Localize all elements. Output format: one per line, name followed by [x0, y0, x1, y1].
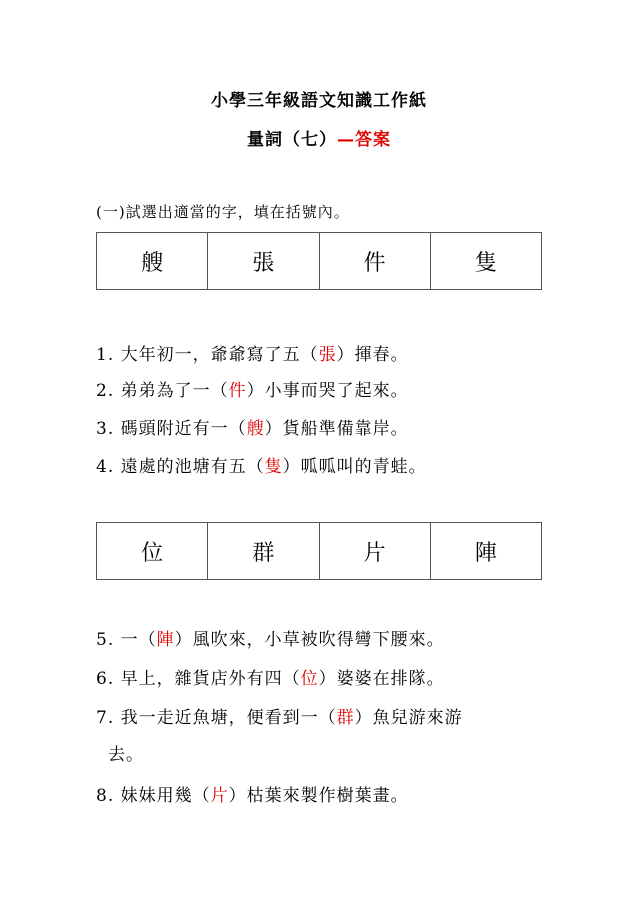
- question-2: [96, 376, 409, 401]
- worksheet-subtitle: [0, 125, 638, 150]
- question-7-continuation: 去。: [108, 745, 144, 765]
- answer-word: 位: [300, 669, 319, 689]
- question-text-after: ）魚兒游來游: [354, 708, 463, 728]
- question-text-before: 弟弟為了一（: [120, 381, 229, 401]
- question-8: [96, 781, 409, 806]
- word-bank-cell: 張: [208, 233, 319, 290]
- word-bank-cell: 隻: [430, 233, 541, 290]
- subtitle-main: 量詞（七）: [247, 130, 337, 150]
- answer-word: 群: [336, 708, 355, 728]
- word-bank-1: [96, 232, 542, 290]
- answer-word: 隻: [264, 457, 283, 477]
- question-text-after: ）呱呱叫的青蛙。: [282, 457, 427, 477]
- question-text-after: ）貨船準備靠岸。: [264, 419, 409, 439]
- answer-word: 張: [318, 345, 337, 365]
- subtitle-answer-suffix: —答案: [337, 130, 391, 150]
- question-number: 5.: [96, 630, 115, 650]
- question-number: 7.: [96, 708, 115, 728]
- question-text-before: 妹妹用幾（: [120, 786, 211, 806]
- answer-word: 陣: [156, 630, 175, 650]
- question-3: [96, 414, 409, 439]
- question-5: [96, 625, 445, 650]
- answer-word: 件: [228, 381, 247, 401]
- question-4: [96, 452, 427, 477]
- question-number: 2.: [96, 381, 115, 401]
- word-bank-cell: 艘: [97, 233, 208, 290]
- question-text-before: 大年初一，爺爺寫了五（: [120, 345, 319, 365]
- answer-word: 艘: [246, 419, 265, 439]
- question-number: 3.: [96, 419, 115, 439]
- section-instruction: (一)試選出適當的字，填在括號內。: [96, 203, 350, 221]
- question-number: 6.: [96, 669, 115, 689]
- question-text-before: 早上，雜貨店外有四（: [120, 669, 301, 689]
- worksheet-title: 小學三年級語文知識工作紙: [211, 91, 427, 111]
- question-text-after: ）揮春。: [336, 345, 409, 365]
- question-text-before: 碼頭附近有一（: [120, 419, 247, 439]
- question-text-after: ）風吹來，小草被吹得彎下腰來。: [174, 630, 445, 650]
- question-text-after: ）枯葉來製作樹葉畫。: [228, 786, 409, 806]
- word-bank-cell: 群: [208, 523, 319, 580]
- question-number: 1.: [96, 345, 115, 365]
- word-bank-cell: 件: [319, 233, 430, 290]
- word-bank-cell: 位: [97, 523, 208, 580]
- word-bank-2: [96, 522, 542, 580]
- question-7: [96, 703, 463, 728]
- answer-word: 片: [210, 786, 229, 806]
- question-text-after: ）小事而哭了起來。: [246, 381, 409, 401]
- word-bank-cell: 片: [319, 523, 430, 580]
- question-number: 8.: [96, 786, 115, 806]
- question-text-after: ）婆婆在排隊。: [318, 669, 445, 689]
- question-number: 4.: [96, 457, 115, 477]
- question-text-before: 我一走近魚塘，便看到一（: [120, 708, 337, 728]
- word-bank-cell: 陣: [430, 523, 541, 580]
- question-6: [96, 664, 445, 689]
- question-1: [96, 340, 409, 365]
- question-text-before: 一（: [120, 630, 157, 650]
- question-text-before: 遠處的池塘有五（: [120, 457, 265, 477]
